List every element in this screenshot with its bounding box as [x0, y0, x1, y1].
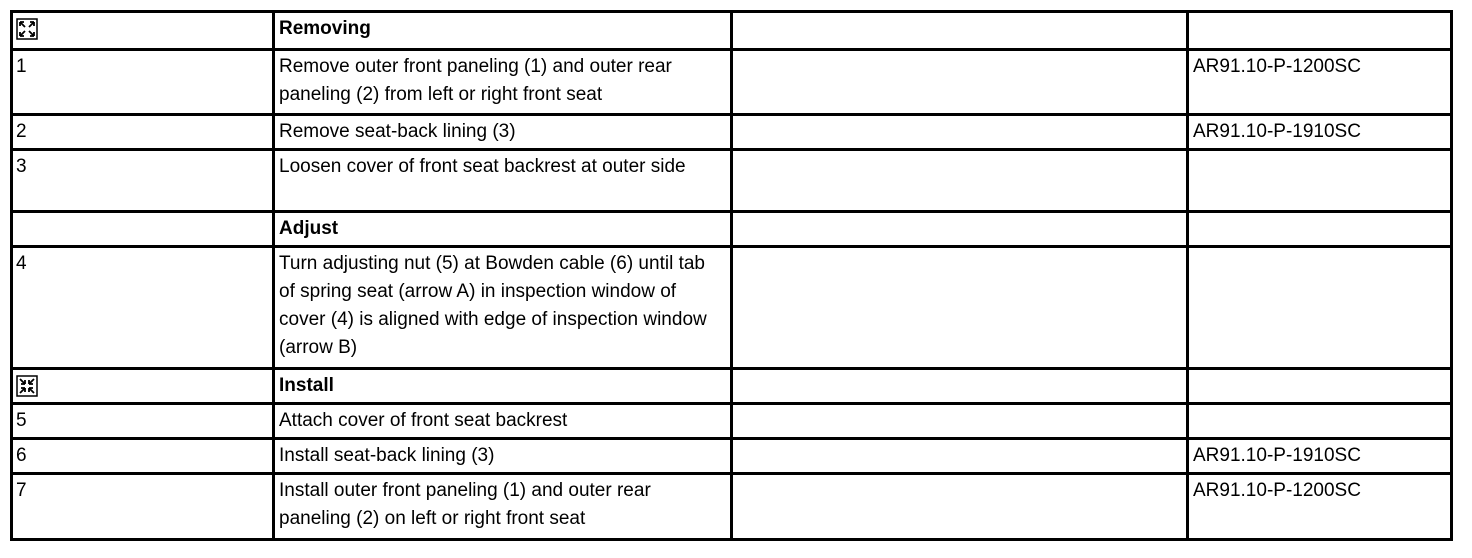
procedure-table — [10, 10, 1453, 541]
reference-link[interactable]: AR91.10-P-1910SC — [1188, 115, 1452, 150]
empty-cell — [732, 115, 1188, 150]
step-row — [12, 247, 1452, 369]
step-row — [12, 150, 1452, 212]
reference-link[interactable]: AR91.10-P-1200SC — [1188, 50, 1452, 115]
section-row-adjust — [12, 212, 1452, 247]
section-title: Install — [274, 369, 732, 404]
step-text: Remove seat-back lining (3) — [274, 115, 732, 150]
empty-cell — [732, 404, 1188, 439]
reference-cell — [1188, 150, 1452, 212]
reference-link[interactable]: AR91.10-P-1910SC — [1188, 439, 1452, 474]
step-number: 1 — [12, 50, 274, 115]
step-text: Attach cover of front seat backrest — [274, 404, 732, 439]
empty-cell — [732, 247, 1188, 369]
step-text: Install seat-back lining (3) — [274, 439, 732, 474]
step-cell — [12, 12, 274, 50]
empty-cell — [732, 439, 1188, 474]
collapse-arrows-icon — [16, 375, 38, 397]
empty-cell — [732, 50, 1188, 115]
step-number: 7 — [12, 474, 274, 540]
empty-cell — [732, 369, 1188, 404]
step-number: 2 — [12, 115, 274, 150]
step-row — [12, 404, 1452, 439]
step-text: Turn adjusting nut (5) at Bowden cable (6) until tab of spring seat (arrow A) in inspection window of cover (4) is aligned with edge of inspection window (arrow B) — [274, 247, 732, 369]
reference-link[interactable]: AR91.10-P-1200SC — [1188, 474, 1452, 540]
reference-cell — [1188, 404, 1452, 439]
step-row — [12, 474, 1452, 540]
reference-cell — [1188, 12, 1452, 50]
step-row — [12, 115, 1452, 150]
step-cell — [12, 212, 274, 247]
step-text: Remove outer front paneling (1) and outer rear paneling (2) from left or right front seat — [274, 50, 732, 115]
step-text: Install outer front paneling (1) and outer rear paneling (2) on left or right front seat — [274, 474, 732, 540]
section-title: Adjust — [274, 212, 732, 247]
section-row-install — [12, 369, 1452, 404]
section-title: Removing — [274, 12, 732, 50]
reference-cell — [1188, 212, 1452, 247]
step-number: 5 — [12, 404, 274, 439]
step-text: Loosen cover of front seat backrest at outer side — [274, 150, 732, 212]
empty-cell — [732, 212, 1188, 247]
step-cell — [12, 369, 274, 404]
step-number: 6 — [12, 439, 274, 474]
expand-arrows-icon — [16, 18, 38, 40]
step-number: 4 — [12, 247, 274, 369]
step-number: 3 — [12, 150, 274, 212]
reference-cell — [1188, 369, 1452, 404]
reference-cell — [1188, 247, 1452, 369]
step-row — [12, 439, 1452, 474]
empty-cell — [732, 150, 1188, 212]
step-row — [12, 50, 1452, 115]
empty-cell — [732, 474, 1188, 540]
section-row-removing — [12, 12, 1452, 50]
empty-cell — [732, 12, 1188, 50]
